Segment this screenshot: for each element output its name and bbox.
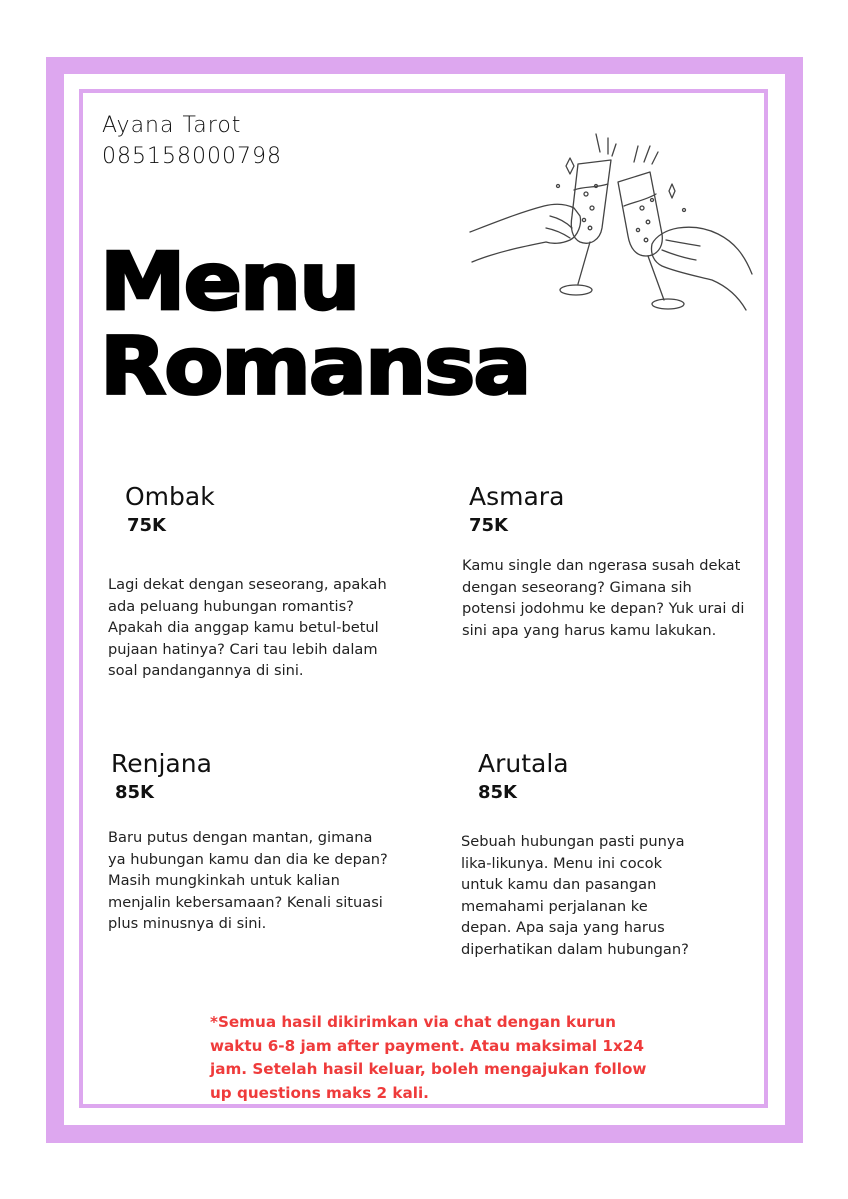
item-name: Arutala: [478, 749, 569, 778]
business-name: Ayana Tarot: [102, 113, 242, 138]
payment-note: *Semua hasil dikirimkan via chat dengan kurun waktu 6-8 jam after payment. Atau maksimal 1x24 jam. Setelah hasil keluar, boleh mengajukan follow up questions maks 2 kali.: [210, 1013, 647, 1102]
item-price: 85K: [478, 782, 517, 803]
item-price: 75K: [469, 515, 508, 536]
item-name: Renjana: [111, 749, 212, 778]
item-price: 75K: [127, 515, 166, 536]
menu-item-renjana: [111, 749, 212, 803]
item-description: Baru putus dengan mantan, gimana ya hubungan kamu dan dia ke depan? Masih mungkinkah untuk kalian menjalin kebersamaan? Kenali situasi plus minusnya di sini.: [108, 829, 388, 932]
menu-item-arutala: [478, 749, 569, 803]
item-name: Ombak: [125, 482, 215, 511]
item-name: Asmara: [469, 482, 565, 511]
item-description: Sebuah hubungan pasti punya lika-likunya. Menu ini cocok untuk kamu dan pasangan memahami perjalanan ke depan. Apa saja yang harus diperhatikan dalam hubungan?: [461, 833, 689, 958]
item-description: Lagi dekat dengan seseorang, apakah ada peluang hubungan romantis? Apakah dia anggap kamu betul-betul pujaan hatinya? Cari tau lebih dalam soal pandangannya di sini.: [108, 576, 387, 679]
menu-item-asmara: [469, 482, 564, 536]
phone-number: 085158000798: [102, 144, 282, 169]
title-line-1: Menu: [100, 236, 359, 329]
header: [102, 110, 282, 172]
item-price: 85K: [115, 782, 154, 803]
title-line-2: Romansa: [100, 320, 530, 413]
menu-item-ombak: [125, 482, 215, 536]
item-description: Kamu single dan ngerasa susah dekat dengan seseorang? Gimana sih potensi jodohmu ke depan? Yuk urai di sini apa yang harus kamu lakukan.: [462, 557, 745, 639]
page-title: [100, 236, 530, 413]
